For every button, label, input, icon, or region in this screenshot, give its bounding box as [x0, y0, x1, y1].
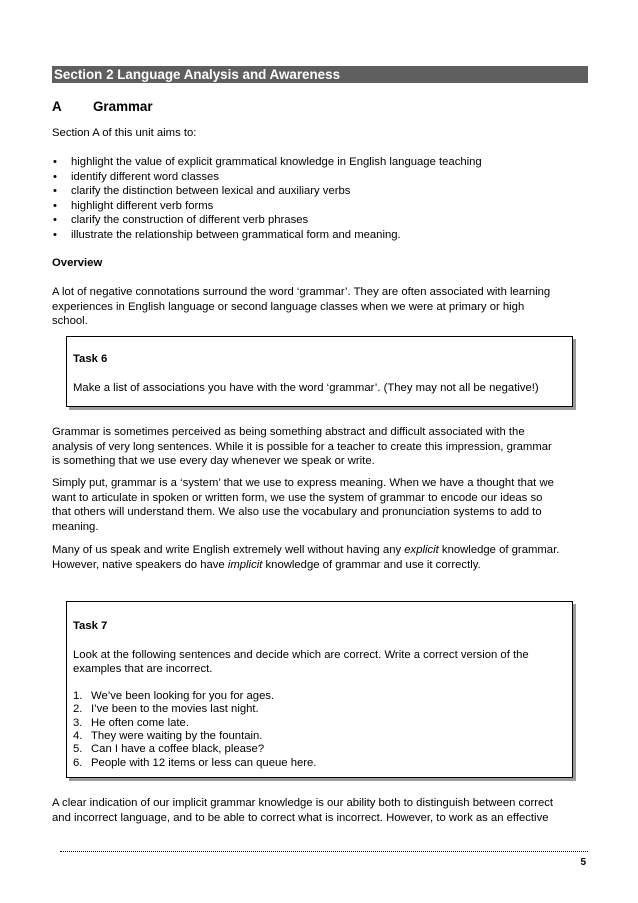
emphasis-text: explicit: [404, 544, 439, 556]
instruction-line: Look at the following sentences and decide which are correct. Write a correct version of the: [73, 648, 529, 661]
aim-item: • clarify the distinction between lexical and auxiliary verbs: [52, 184, 588, 199]
aim-item: • highlight different verb forms: [52, 199, 588, 214]
paragraph-line: that others will understand them. We also use the vocabulary and pronunciation systems to add to: [52, 506, 542, 519]
item-number: 4.: [73, 729, 83, 742]
sentence-item: [73, 757, 529, 770]
overview-line: school.: [52, 315, 88, 328]
paragraph-line: is something that we use every day whenever we speak or write.: [52, 455, 375, 468]
item-text: Can I have a coffee black, please?: [91, 743, 265, 756]
paragraph-line: Simply put, grammar is a ‘system’ that we use to express meaning. When we have a thought that we: [52, 477, 554, 489]
part-letter: A: [52, 99, 62, 114]
item-number: 1.: [73, 689, 83, 702]
aim-item: • identify different word classes: [52, 170, 588, 185]
overview-heading: Overview: [52, 257, 103, 269]
paragraph-line: and incorrect language, and to be able to correct what is incorrect. However, to work as an effective: [52, 811, 549, 824]
text-run: However, native speakers do have: [52, 558, 228, 571]
sentence-item: [73, 743, 529, 756]
task7-title: Task 7: [73, 620, 108, 632]
sentence-item: [73, 690, 529, 703]
footer-divider: [60, 851, 588, 852]
item-number: 5.: [73, 743, 83, 756]
aim-item: • clarify the construction of different verb phrases: [52, 213, 588, 228]
paragraph-line: [52, 558, 588, 573]
part-heading: [52, 99, 153, 114]
paragraph-line: analysis of very long sentences. While it is possible for a teacher to create this impression, grammar: [52, 440, 552, 453]
task6-box: [66, 336, 573, 407]
section-title-bar: [52, 66, 588, 83]
overview-paragraph: [52, 285, 588, 329]
paragraph-grammar-system: [52, 476, 588, 534]
paragraph-implicit-knowledge: [52, 543, 588, 572]
text-run: knowledge of grammar.: [438, 544, 560, 556]
section-title: Section 2 Language Analysis and Awareness: [54, 67, 341, 82]
item-number: 3.: [73, 716, 83, 729]
item-text: He often come late.: [91, 716, 189, 729]
text-run: knowledge of grammar and use it correctly.: [262, 558, 481, 571]
task7-instruction: [73, 648, 529, 677]
instruction-line: examples that are incorrect.: [73, 663, 213, 676]
emphasis-text: implicit: [227, 558, 263, 571]
text-run: Many of us speak and write English extremely well without having any: [52, 544, 405, 556]
paragraph-line: want to articulate in spoken or written form, we use the system of grammar to encode our ideas so: [52, 491, 543, 504]
paragraph-line: A clear indication of our implicit grammar knowledge is our ability both to distinguish between correct: [52, 797, 554, 809]
paragraph-line: [52, 543, 588, 558]
item-text: They were waiting by the fountain.: [91, 729, 263, 742]
item-text: We’ve been looking for you for ages.: [91, 689, 275, 702]
page-number: 5: [580, 857, 586, 868]
item-number: 2.: [73, 703, 83, 716]
closing-paragraph: [52, 796, 588, 825]
item-text: People with 12 items or less can queue here.: [91, 756, 317, 769]
part-title: Grammar: [93, 99, 153, 114]
aim-item: • highlight the value of explicit grammatical knowledge in English language teaching: [52, 155, 588, 170]
task6-text: Make a list of associations you have with the word ‘grammar’. (They may not all be negative!): [73, 381, 539, 394]
intro-text: Section A of this unit aims to:: [52, 127, 197, 139]
sentence-item: [73, 730, 529, 743]
aims-list: [52, 155, 588, 243]
overview-line: A lot of negative connotations surround the word ‘grammar’. They are often associated with learning: [52, 286, 551, 298]
task6-title: Task 6: [73, 353, 108, 365]
task7-box: [66, 601, 573, 778]
aim-item: • illustrate the relationship between grammatical form and meaning.: [52, 228, 588, 243]
sentence-item: [73, 703, 529, 716]
overview-line: experiences in English language or second language classes when we were at primary or high: [52, 300, 525, 313]
paragraph-line: Grammar is sometimes perceived as being something abstract and difficult associated with the: [52, 426, 525, 438]
item-number: 6.: [73, 756, 83, 769]
paragraph-line: meaning.: [52, 520, 99, 533]
sentence-item: [73, 717, 529, 730]
aims-list-wrap: [52, 155, 588, 243]
task7-sentence-list: [73, 690, 529, 770]
paragraph-grammar-perception: [52, 425, 588, 469]
item-text: I’ve been to the movies last night.: [91, 703, 259, 716]
